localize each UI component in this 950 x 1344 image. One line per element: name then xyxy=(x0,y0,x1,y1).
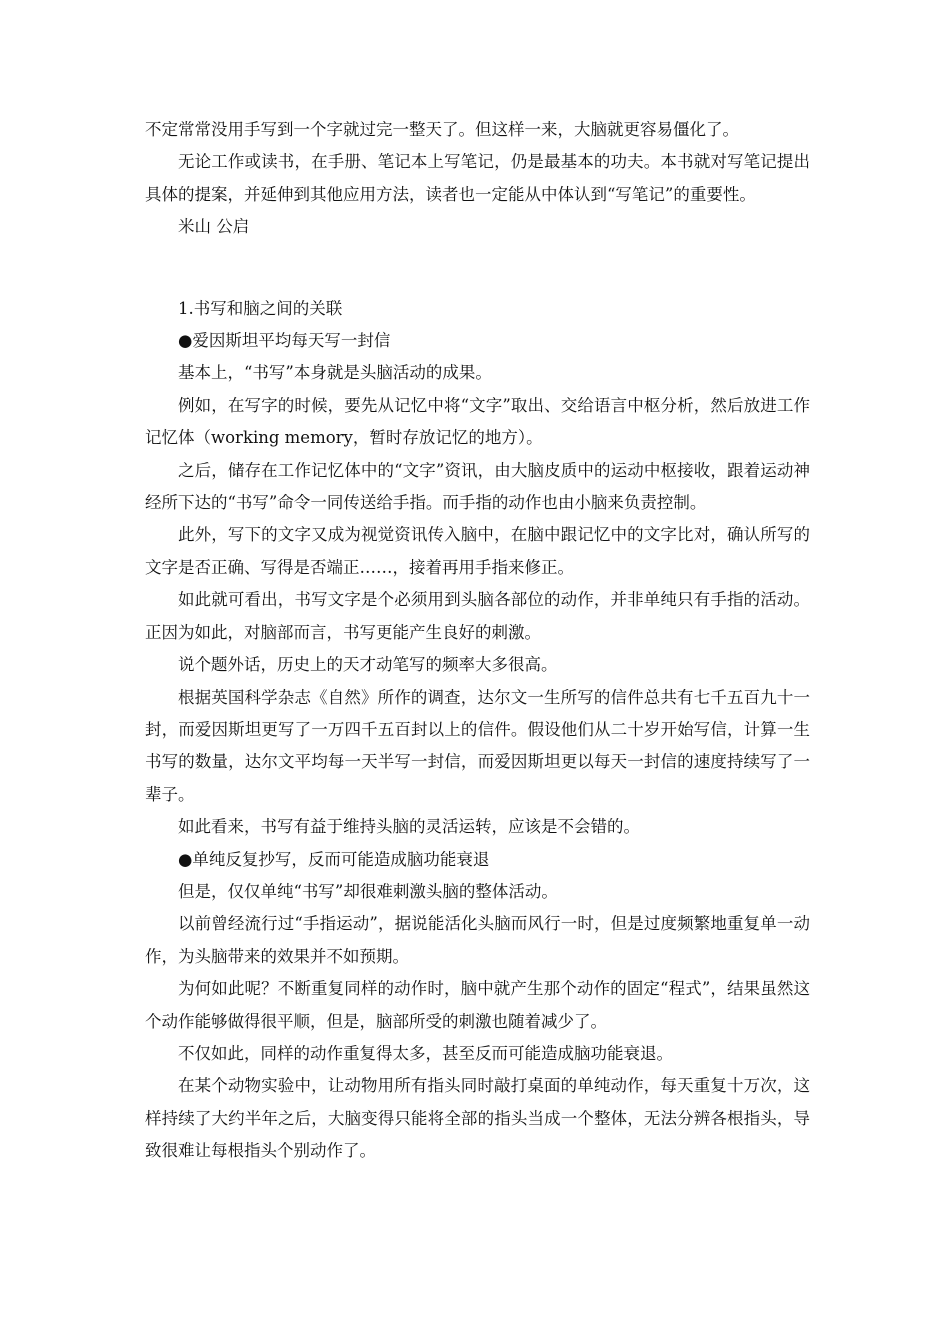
paragraph: 为何如此呢？不断重复同样的动作时，脑中就产生那个动作的固定“程式”，结果虽然这个动作能够做得很平顺，但是，脑部所受的刺激也随着减少了。 xyxy=(145,979,810,1031)
subheading: ●单纯反复抄写，反而可能造成脑功能衰退 xyxy=(178,849,490,869)
paragraph: 之后，储存在工作记忆体中的“文字”资讯，由大脑皮质中的运动中枢接收，跟着运动神经所下达的“书写”命令一同传送给手指。而手指的动作也由小脑来负责控制。 xyxy=(145,460,810,513)
paragraph: 说个题外话，历史上的天才动笔写的频率大多很高。 xyxy=(178,655,558,675)
paragraph: 不仅如此，同样的动作重复得太多，甚至反而可能造成脑功能衰退。 xyxy=(178,1043,673,1063)
section-gap xyxy=(145,244,810,293)
document-page xyxy=(145,114,810,1168)
paragraph: 如此就可看出，书写文字是个必须用到头脑各部位的动作，并非单纯只有手指的活动。正因为如此，对脑部而言，书写更能产生良好的刺激。 xyxy=(145,590,810,642)
paragraph: 无论工作或读书，在手册、笔记本上写笔记，仍是最基本的功夫。本书就对写笔记提出具体的提案，并延伸到其他应用方法，读者也一定能从中体认到“写笔记”的重要性。 xyxy=(145,152,810,204)
paragraph: 但是，仅仅单纯“书写”却很难刺激头脑的整体活动。 xyxy=(178,881,558,901)
paragraph: 以前曾经流行过“手指运动”，据说能活化头脑而风行一时，但是过度频繁地重复单一动作，为头脑带来的效果并不如预期。 xyxy=(145,914,810,966)
paragraph: 如此看来，书写有益于维持头脑的灵活运转，应该是不会错的。 xyxy=(178,817,640,837)
paragraph: 基本上，“书写”本身就是头脑活动的成果。 xyxy=(178,363,492,383)
paragraph: 例如，在写字的时候，要先从记忆中将“文字”取出、交给语言中枢分析，然后放进工作记忆体（working memory，暂时存放记忆的地方）。 xyxy=(145,395,810,448)
section-title: 1.书写和脑之间的关联 xyxy=(178,298,343,318)
paragraph: 根据英国科学杂志《自然》所作的调查，达尔文一生所写的信件总共有七千五百九十一封，而爱因斯坦更写了一万四千五百封以上的信件。假设他们从二十岁开始写信，计算一生书写的数量，达尔文平均每一天半写一封信，而爱因斯坦更以每天一封信的速度持续写了一辈子。 xyxy=(145,687,810,804)
subheading: ●爱因斯坦平均每天写一封信 xyxy=(178,331,391,351)
paragraph: 在某个动物实验中，让动物用所有指头同时敲打桌面的单纯动作，每天重复十万次，这样持续了大约半年之后，大脑变得只能将全部的指头当成一个整体，无法分辨各根指头，导致很难让每根指头个别动作了。 xyxy=(145,1076,810,1161)
paragraph: 不定常常没用手写到一个字就过完一整天了。但这样一来，大脑就更容易僵化了。 xyxy=(145,120,739,139)
paragraph: 此外，写下的文字又成为视觉资讯传入脑中，在脑中跟记忆中的文字比对，确认所写的文字是否正确、写得是否端正……，接着再用手指来修正。 xyxy=(145,525,810,577)
author-signature: 米山 公启 xyxy=(178,217,250,237)
